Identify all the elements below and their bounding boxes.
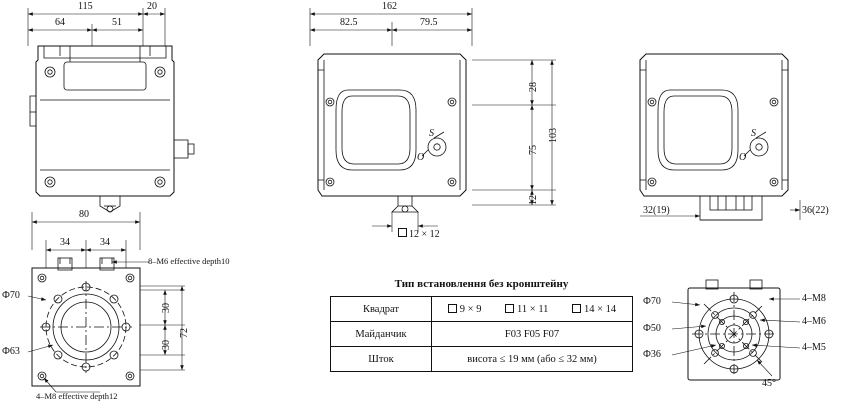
table-row — [331, 297, 633, 322]
indicator-label-o-right: O — [739, 152, 747, 163]
square-symbol — [398, 228, 407, 237]
indicator-label-s-right: S — [751, 128, 756, 139]
dim-12x12-text: 12 × 12 — [409, 229, 440, 240]
dim-51: 51 — [112, 17, 122, 28]
row-label-square: Квадрат — [331, 297, 432, 322]
dia-70-right: Ф70 — [643, 296, 661, 307]
checkbox-icon[interactable] — [448, 304, 457, 313]
indicator-label-o-mid: O — [417, 152, 425, 163]
thread-4-m8: 4–M8 — [802, 293, 826, 304]
dim-72: 72 — [179, 328, 190, 338]
dia-36-right: Ф36 — [643, 349, 661, 360]
dia-63-left: Ф63 — [2, 346, 20, 357]
dim-12: 12 — [528, 195, 539, 205]
row-value-square — [432, 297, 633, 322]
dim-82-5: 82.5 — [340, 17, 358, 28]
dim-28: 28 — [528, 82, 539, 92]
thread-4-m6: 4–M6 — [802, 316, 826, 327]
option-11x11-label: 11 × 11 — [517, 303, 549, 315]
note-4-m8: 4–M8 effective depth12 — [36, 391, 118, 401]
option-11x11[interactable] — [505, 304, 548, 315]
mounting-type-table — [330, 296, 633, 372]
dia-70-left: Ф70 — [2, 290, 20, 301]
table-row — [331, 347, 633, 372]
row-label-stem: Шток — [331, 347, 432, 372]
note-8-m6: 8–M6 effective depth10 — [148, 256, 230, 266]
dia-50-right: Ф50 — [643, 323, 661, 334]
dim-34-b: 34 — [100, 237, 110, 248]
checkbox-icon[interactable] — [505, 304, 514, 313]
dim-80: 80 — [79, 209, 89, 220]
dim-30-b: 30 — [161, 340, 172, 350]
dim-34-a: 34 — [60, 237, 70, 248]
dim-30-a: 30 — [161, 303, 172, 313]
dim-75: 75 — [528, 145, 539, 155]
row-value-platform: F03 F05 F07 — [432, 322, 633, 347]
option-9x9-label: 9 × 9 — [459, 303, 482, 315]
dim-103: 103 — [548, 128, 559, 143]
row-label-platform: Майданчик — [331, 322, 432, 347]
dim-36-22: 36(22) — [802, 205, 829, 216]
dim-20: 20 — [147, 1, 157, 12]
table-caption: Тип встановлення без кронштейну — [394, 278, 569, 290]
option-14x14-label: 14 × 14 — [584, 303, 617, 315]
dim-64: 64 — [55, 17, 65, 28]
dim-32-19: 32(19) — [643, 205, 670, 216]
option-14x14[interactable] — [572, 304, 616, 315]
option-9x9[interactable] — [448, 304, 482, 315]
checkbox-icon[interactable] — [572, 304, 581, 313]
indicator-label-s-mid: S — [429, 128, 434, 139]
table-row — [331, 322, 633, 347]
angle-45: 45° — [762, 378, 776, 389]
dim-square-12x12 — [398, 228, 440, 240]
thread-4-m5: 4–M5 — [802, 342, 826, 353]
dim-115: 115 — [78, 1, 93, 12]
dim-79-5: 79.5 — [420, 17, 438, 28]
row-value-stem: висота ≤ 19 мм (або ≤ 32 мм) — [432, 347, 633, 372]
dim-162: 162 — [382, 1, 397, 12]
